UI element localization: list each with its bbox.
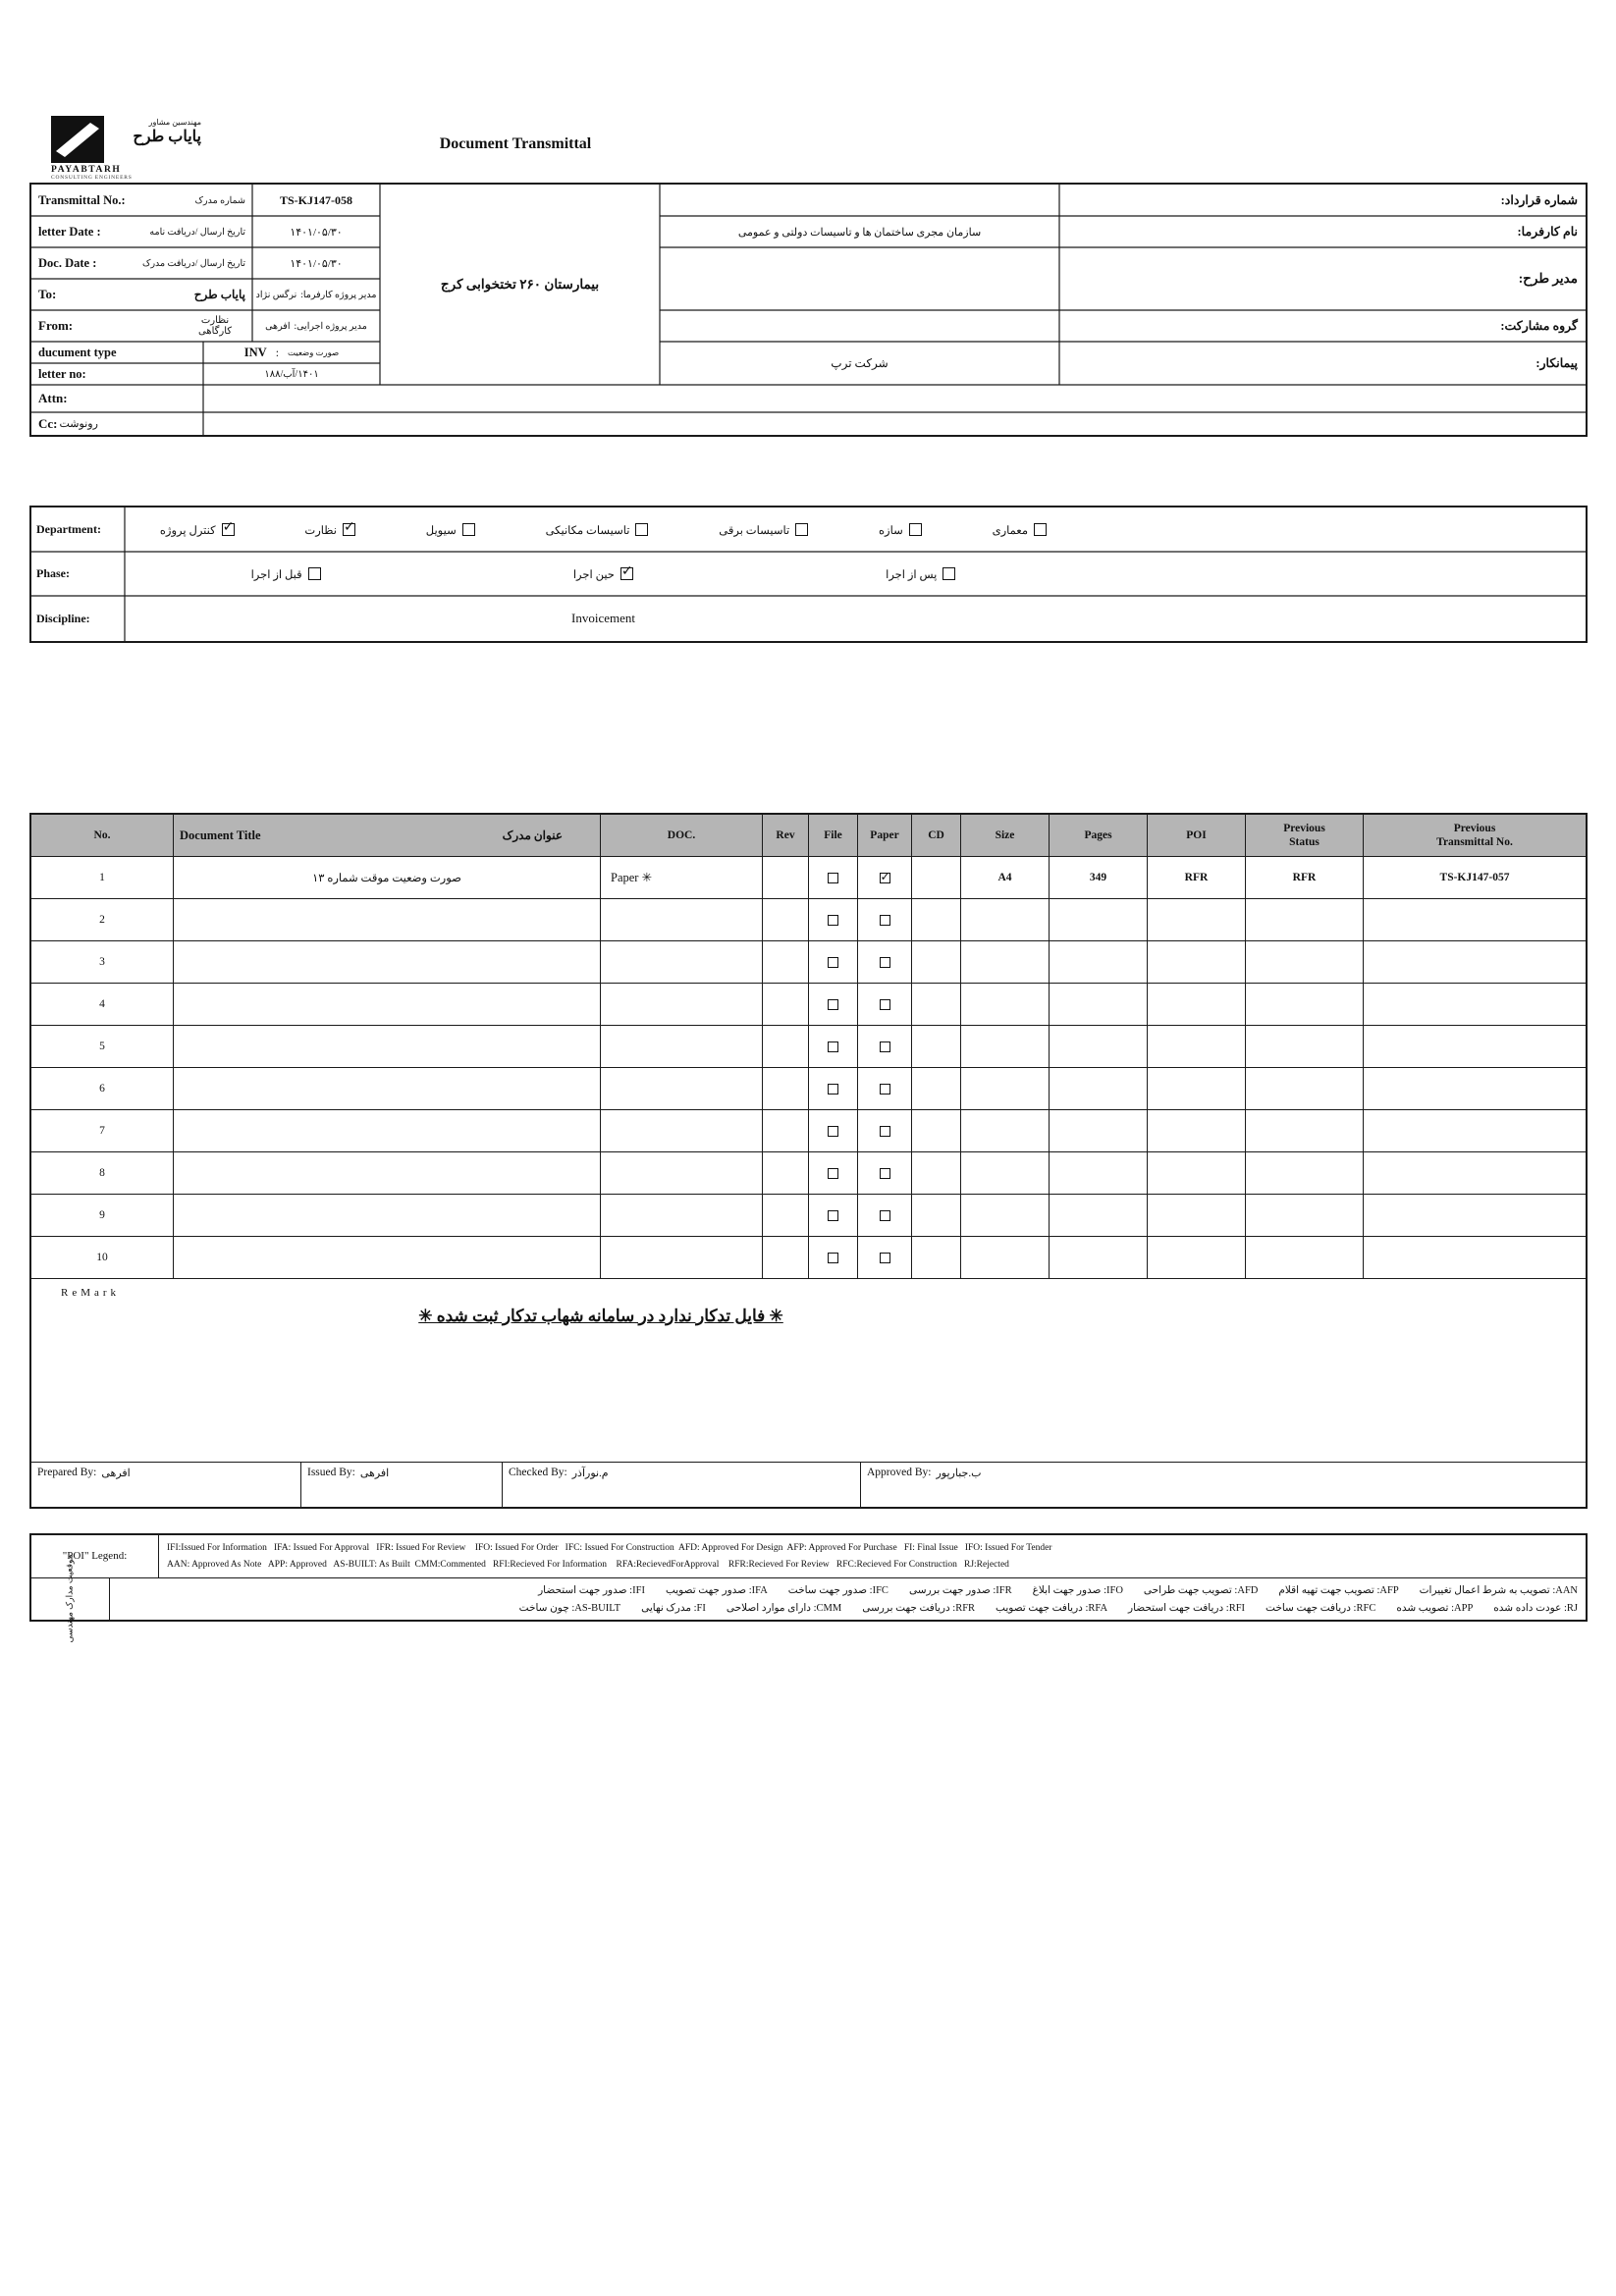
paper-checkbox[interactable] bbox=[880, 1253, 890, 1263]
letter-date-label-en: letter Date : bbox=[38, 224, 101, 239]
row-file-cell bbox=[809, 941, 858, 983]
row-rev bbox=[763, 1152, 809, 1194]
phase-checkbox[interactable] bbox=[308, 567, 321, 580]
col-pages: Pages bbox=[1050, 815, 1148, 856]
row-pages bbox=[1050, 1237, 1148, 1278]
row-prev-status bbox=[1246, 1195, 1364, 1236]
row-no: 10 bbox=[31, 1237, 174, 1278]
col-previous-status-line2: Status bbox=[1289, 836, 1320, 848]
doc-date-label-fa: تاریخ ارسال /دریافت مدرک bbox=[141, 258, 245, 269]
row-title bbox=[174, 1068, 601, 1109]
row-prev-transmittal bbox=[1364, 984, 1586, 1025]
row-pages bbox=[1050, 1026, 1148, 1067]
client-name-label: نام کارفرما: bbox=[1517, 225, 1578, 239]
department-option bbox=[719, 523, 808, 537]
row-size: A4 bbox=[961, 857, 1050, 898]
col-poi: POI bbox=[1148, 815, 1246, 856]
document-type-value-fa: صورت وضعیت bbox=[288, 347, 340, 357]
transmittal-info-table bbox=[29, 183, 1588, 437]
department-option bbox=[546, 523, 649, 537]
from-label: From: bbox=[38, 318, 74, 333]
paper-checkbox[interactable] bbox=[880, 957, 890, 968]
file-checkbox[interactable] bbox=[828, 1126, 838, 1137]
remark-section bbox=[31, 1278, 1586, 1462]
prepared-by-label: Prepared By: bbox=[37, 1467, 97, 1478]
row-rev bbox=[763, 899, 809, 940]
row-prev-status bbox=[1246, 1237, 1364, 1278]
col-previous-transmittal bbox=[1364, 815, 1586, 856]
phase-label: Phase: bbox=[36, 566, 70, 580]
phase-checkbox[interactable] bbox=[620, 563, 633, 580]
row-poi bbox=[1148, 1110, 1246, 1151]
to-row bbox=[31, 279, 252, 310]
letter-date-row bbox=[31, 216, 252, 247]
document-list-table bbox=[29, 813, 1588, 1509]
department-option-label: کنترل پروژه bbox=[159, 524, 216, 537]
row-poi: RFR bbox=[1148, 857, 1246, 898]
approved-by-label: Approved By: bbox=[867, 1467, 932, 1478]
row-file-cell bbox=[809, 1110, 858, 1151]
poi-legend-label: "POI" Legend: bbox=[31, 1535, 159, 1577]
from-row bbox=[31, 310, 252, 342]
col-title bbox=[174, 815, 601, 856]
department-checkbox[interactable] bbox=[222, 519, 235, 536]
contractor-value: شرکت ترپ bbox=[831, 355, 889, 370]
phase-options bbox=[125, 552, 1082, 596]
transmittal-no-value: TS-KJ147-058 bbox=[279, 192, 352, 207]
file-checkbox[interactable] bbox=[828, 1210, 838, 1221]
department-options bbox=[125, 507, 1082, 552]
row-no: 9 bbox=[31, 1195, 174, 1236]
checked-by-value: م.نورآذر bbox=[571, 1468, 609, 1479]
fa-legend-line1: AAN: تصویب به شرط اعمال تغییرات AFP: تصویب جهت تهیه اقلام AFD: تصویب جهت طراحی IFO: صدور جهت ابلاغ IFR: صدور جهت بررسی IFC: صدور جهت ساخت IFA: صدور جهت تصویب IFI: صدور جهت استحضار bbox=[538, 1585, 1578, 1596]
department-option bbox=[879, 523, 922, 537]
row-file-cell bbox=[809, 899, 858, 940]
row-file-cell bbox=[809, 1195, 858, 1236]
client-pm-value: نرگس نژاد bbox=[255, 290, 297, 300]
row-paper-cell bbox=[858, 1195, 912, 1236]
col-paper: Paper bbox=[858, 815, 912, 856]
legend-table bbox=[29, 1533, 1588, 1643]
file-checkbox[interactable] bbox=[828, 999, 838, 1010]
row-size bbox=[961, 899, 1050, 940]
phase-option bbox=[886, 567, 955, 581]
col-previous-status-line1: Previous bbox=[1283, 822, 1325, 834]
phase-option bbox=[251, 567, 321, 581]
department-checkbox[interactable] bbox=[343, 519, 355, 536]
transmittal-no-row bbox=[31, 185, 252, 216]
paper-checkbox[interactable] bbox=[880, 999, 890, 1010]
row-rev bbox=[763, 1237, 809, 1278]
row-prev-transmittal bbox=[1364, 1068, 1586, 1109]
poi-legend-line2: AAN: Approved As Note APP: Approved AS-BUILT: As Built CMM:Commented RFI:Recieved For Information RFA:RecievedForApproval RFR:Recieved For Review RFC:Recieved For Construction RJ:Rejected bbox=[167, 1559, 1009, 1570]
col-file: File bbox=[809, 815, 858, 856]
document-row bbox=[31, 1025, 1586, 1067]
row-rev bbox=[763, 1110, 809, 1151]
row-size bbox=[961, 1110, 1050, 1151]
row-paper-cell bbox=[858, 1068, 912, 1109]
signature-row bbox=[31, 1462, 1586, 1507]
remark-text: ✳ فایل تدکار ندارد در سامانه شهاب تدکار ثبت شده ✳ bbox=[418, 1307, 783, 1325]
discipline-label: Discipline: bbox=[36, 611, 90, 625]
document-type-colon: : bbox=[275, 345, 280, 359]
cc-label-en: Cc: bbox=[38, 415, 58, 431]
doc-date-row bbox=[31, 247, 252, 279]
department-checkbox[interactable] bbox=[909, 523, 922, 536]
department-checkbox[interactable] bbox=[635, 523, 648, 536]
doc-date-value: ۱۴۰۱/۰۵/۳۰ bbox=[290, 257, 343, 270]
row-doc bbox=[601, 1026, 763, 1067]
col-previous-status bbox=[1246, 815, 1364, 856]
table-body bbox=[31, 856, 1586, 1278]
issued-by-label: Issued By: bbox=[307, 1467, 355, 1478]
issued-by-cell bbox=[301, 1463, 503, 1507]
row-file-cell bbox=[809, 984, 858, 1025]
row-file-cell bbox=[809, 1237, 858, 1278]
department-option bbox=[426, 523, 475, 537]
row-doc bbox=[601, 1068, 763, 1109]
department-option-label: نظارت bbox=[304, 524, 337, 537]
row-rev bbox=[763, 984, 809, 1025]
paper-checkbox[interactable] bbox=[880, 1084, 890, 1095]
contractor-label: پیمانکار: bbox=[1535, 356, 1578, 370]
logo-fa-name: پایاب طرح bbox=[133, 129, 201, 145]
attn-value bbox=[203, 385, 1586, 412]
poi-legend-row bbox=[31, 1535, 1586, 1577]
row-size bbox=[961, 1195, 1050, 1236]
department-option bbox=[304, 519, 355, 537]
row-title bbox=[174, 1110, 601, 1151]
row-poi bbox=[1148, 1152, 1246, 1194]
row-no: 2 bbox=[31, 899, 174, 940]
letter-date-value: ۱۴۰۱/۰۵/۳۰ bbox=[290, 226, 343, 239]
row-prev-status bbox=[1246, 1026, 1364, 1067]
file-checkbox[interactable] bbox=[828, 1168, 838, 1179]
row-prev-status: RFR bbox=[1246, 857, 1364, 898]
check-mark-icon: ✓ bbox=[343, 519, 355, 535]
row-paper-cell bbox=[858, 1026, 912, 1067]
document-row bbox=[31, 983, 1586, 1025]
check-mark-icon: ✓ bbox=[222, 519, 235, 535]
department-checkbox[interactable] bbox=[1034, 523, 1047, 536]
paper-checkbox[interactable] bbox=[880, 1126, 890, 1137]
col-title-fa: عنوان مدرک bbox=[502, 828, 563, 842]
row-poi bbox=[1148, 899, 1246, 940]
row-title bbox=[174, 1152, 601, 1194]
approved-by-value: ب.جبارپور bbox=[936, 1468, 982, 1479]
row-pages bbox=[1050, 1195, 1148, 1236]
row-prev-transmittal bbox=[1364, 1237, 1586, 1278]
exec-pm-label: مدیر پروژه اجرایی: bbox=[294, 321, 367, 332]
department-checkbox[interactable] bbox=[795, 523, 808, 536]
fa-legend-text bbox=[110, 1578, 1586, 1621]
department-option-label: سیویل bbox=[425, 524, 457, 537]
col-doc: DOC. bbox=[601, 815, 763, 856]
discipline-value: Invoicement bbox=[571, 611, 635, 625]
row-cd bbox=[912, 1026, 961, 1067]
row-doc bbox=[601, 1237, 763, 1278]
approved-by-cell bbox=[861, 1463, 1586, 1507]
file-checkbox[interactable] bbox=[828, 1084, 838, 1095]
letter-no-label-text: letter no: bbox=[38, 366, 86, 381]
row-no: 5 bbox=[31, 1026, 174, 1067]
row-title bbox=[174, 899, 601, 940]
file-checkbox[interactable] bbox=[828, 1041, 838, 1052]
row-prev-status bbox=[1246, 899, 1364, 940]
col-size: Size bbox=[961, 815, 1050, 856]
document-type-label-text: ducument type bbox=[38, 345, 117, 359]
exec-pm-value: افرهی bbox=[265, 321, 291, 332]
document-row bbox=[31, 940, 1586, 983]
transmittal-no-label-en: Transmittal No.: bbox=[38, 192, 126, 207]
page-title: Document Transmittal bbox=[439, 135, 592, 152]
row-no: 7 bbox=[31, 1110, 174, 1151]
department-option-label: تاسیسات برقی bbox=[719, 524, 790, 537]
client-pm-label: مدیر پروژه کارفرما: bbox=[300, 290, 377, 300]
document-row bbox=[31, 856, 1586, 898]
row-size bbox=[961, 1152, 1050, 1194]
cc-label bbox=[31, 412, 203, 435]
row-paper-cell bbox=[858, 1152, 912, 1194]
row-title: صورت وضعیت موقت شماره ۱۳ bbox=[174, 857, 601, 898]
department-option-label: تاسیسات مکانیکی bbox=[545, 524, 630, 537]
exec-pm-cell bbox=[252, 310, 380, 342]
document-row bbox=[31, 898, 1586, 940]
phase-option bbox=[572, 563, 633, 581]
file-checkbox[interactable] bbox=[828, 915, 838, 926]
doc-date-label-en: Doc. Date : bbox=[38, 255, 97, 270]
client-name-value: سازمان مجری ساختمان ها و تاسیسات دولتی و عمومی bbox=[737, 226, 982, 239]
row-rev bbox=[763, 1195, 809, 1236]
design-manager-value bbox=[660, 247, 1059, 310]
file-checkbox[interactable] bbox=[828, 873, 838, 883]
row-title bbox=[174, 1237, 601, 1278]
row-file-cell bbox=[809, 1152, 858, 1194]
col-title-en: Document Title bbox=[180, 828, 261, 842]
document-type-label bbox=[31, 342, 203, 363]
row-doc bbox=[601, 1152, 763, 1194]
row-prev-transmittal bbox=[1364, 941, 1586, 983]
row-doc bbox=[601, 899, 763, 940]
logo-en-sub: CONSULTING ENGINEERS bbox=[51, 175, 133, 181]
paper-checkbox[interactable] bbox=[880, 1041, 890, 1052]
row-poi bbox=[1148, 941, 1246, 983]
cc-value bbox=[203, 412, 1586, 435]
fa-legend-label: موقعیت مدارک مهندسی bbox=[65, 1554, 76, 1643]
prepared-by-value: افرهی bbox=[101, 1468, 131, 1479]
design-manager-label: مدیر طرح: bbox=[1518, 271, 1578, 286]
row-rev bbox=[763, 1068, 809, 1109]
row-title bbox=[174, 984, 601, 1025]
document-type-value-cell bbox=[203, 342, 380, 363]
row-title bbox=[174, 1195, 601, 1236]
row-size bbox=[961, 984, 1050, 1025]
col-cd: CD bbox=[912, 815, 961, 856]
row-no: 4 bbox=[31, 984, 174, 1025]
row-pages bbox=[1050, 899, 1148, 940]
department-option-label: سازه bbox=[879, 524, 903, 537]
row-poi bbox=[1148, 1195, 1246, 1236]
row-paper-cell bbox=[858, 857, 912, 898]
project-name: بیمارستان ۲۶۰ تختخوابی کرج bbox=[440, 277, 600, 292]
row-prev-status bbox=[1246, 1152, 1364, 1194]
cc-label-fa: رونوشت bbox=[59, 418, 98, 430]
row-pages bbox=[1050, 1110, 1148, 1151]
row-prev-transmittal bbox=[1364, 1110, 1586, 1151]
row-prev-transmittal bbox=[1364, 1195, 1586, 1236]
row-poi bbox=[1148, 1237, 1246, 1278]
letter-date-label-fa: تاریخ ارسال /دریافت نامه bbox=[149, 227, 245, 238]
file-checkbox[interactable] bbox=[828, 957, 838, 968]
check-mark-icon: ✓ bbox=[620, 563, 633, 579]
col-previous-transmittal-line1: Previous bbox=[1453, 822, 1496, 834]
fa-legend-line2: RJ: عودت داده شده APP: تصویب شده RFC: دریافت جهت ساخت RFI: دریافت جهت استحضار RFA: دریافت جهت تصویب RFR: دریافت جهت بررسی CMM: دارای موارد اصلاحی FI: مدرک نهایی AS-BUILT: چون ساخت bbox=[518, 1602, 1578, 1614]
logo-en-block bbox=[51, 165, 179, 181]
row-prev-transmittal bbox=[1364, 1152, 1586, 1194]
col-rev: Rev bbox=[763, 815, 809, 856]
transmittal-no-label-fa: شماره مدرک bbox=[194, 195, 245, 206]
row-file-cell bbox=[809, 857, 858, 898]
document-row bbox=[31, 1236, 1586, 1278]
phase-option-label: پس از اجرا bbox=[886, 568, 938, 581]
row-prev-transmittal bbox=[1364, 899, 1586, 940]
logo-en-name: PAYABTARH bbox=[51, 165, 122, 175]
to-value: پایاب طرح bbox=[193, 287, 245, 301]
row-paper-cell bbox=[858, 941, 912, 983]
row-prev-status bbox=[1246, 984, 1364, 1025]
issued-by-value: افرهی bbox=[359, 1468, 390, 1479]
department-option bbox=[159, 519, 235, 537]
row-cd bbox=[912, 857, 961, 898]
row-title bbox=[174, 1026, 601, 1067]
checked-by-cell bbox=[503, 1463, 861, 1507]
row-cd bbox=[912, 984, 961, 1025]
row-pages bbox=[1050, 1068, 1148, 1109]
row-doc bbox=[601, 984, 763, 1025]
checked-by-label: Checked By: bbox=[509, 1467, 567, 1478]
row-pages bbox=[1050, 1152, 1148, 1194]
paper-checkbox[interactable] bbox=[880, 915, 890, 926]
poi-legend-text bbox=[159, 1535, 1586, 1577]
row-prev-transmittal: TS-KJ147-057 bbox=[1439, 872, 1510, 883]
row-no: 3 bbox=[31, 941, 174, 983]
row-paper-cell bbox=[858, 1110, 912, 1151]
jv-group-label: گروه مشارکت: bbox=[1500, 319, 1578, 333]
row-no: 1 bbox=[31, 857, 174, 898]
row-size bbox=[961, 941, 1050, 983]
letter-no-label bbox=[31, 363, 203, 385]
row-cd bbox=[912, 1110, 961, 1151]
row-cd bbox=[912, 1152, 961, 1194]
row-paper-cell bbox=[858, 984, 912, 1025]
col-no: No. bbox=[31, 815, 174, 856]
row-doc bbox=[601, 1110, 763, 1151]
row-prev-status bbox=[1246, 941, 1364, 983]
poi-legend-line1: IFI:Issued For Information IFA: Issued For Approval IFR: Issued For Review IFO: Issued For Order IFC: Issued For Construction AFD: Approved For Design AFP: Approved For Purchase FI: Final Issue IFO: Issued For Tender bbox=[167, 1542, 1052, 1553]
row-poi bbox=[1148, 984, 1246, 1025]
row-paper-cell bbox=[858, 1237, 912, 1278]
row-rev bbox=[763, 941, 809, 983]
from-value: نظارت کارگاهی bbox=[197, 314, 233, 337]
logo-mark-icon bbox=[51, 116, 104, 163]
row-prev-status bbox=[1246, 1110, 1364, 1151]
department-label: Department: bbox=[36, 522, 101, 536]
row-cd bbox=[912, 899, 961, 940]
department-option-label: معماری bbox=[992, 524, 1028, 537]
client-pm-cell bbox=[252, 279, 380, 310]
col-previous-transmittal-line2: Transmittal No. bbox=[1436, 836, 1513, 848]
row-rev bbox=[763, 857, 809, 898]
row-prev-status bbox=[1246, 1068, 1364, 1109]
attn-label bbox=[31, 385, 203, 412]
document-row bbox=[31, 1194, 1586, 1236]
paper-checkbox[interactable] bbox=[880, 869, 890, 883]
phase-option-label: قبل از اجرا bbox=[250, 568, 302, 581]
row-pages: 349 bbox=[1050, 857, 1148, 898]
row-doc bbox=[601, 941, 763, 983]
row-doc: Paper ✳ bbox=[601, 857, 763, 898]
paper-checkbox[interactable] bbox=[880, 1210, 890, 1221]
letter-no-value: ۱۴۰۱/آب/۱۸۸ bbox=[264, 368, 319, 380]
document-row bbox=[31, 1067, 1586, 1109]
contract-no-value bbox=[660, 185, 1059, 216]
document-type-value: INV bbox=[243, 345, 267, 359]
to-label: To: bbox=[38, 287, 57, 301]
row-size bbox=[961, 1026, 1050, 1067]
row-prev-transmittal bbox=[1364, 1026, 1586, 1067]
jv-group-value bbox=[660, 310, 1059, 342]
logo-fa-tagline: مهندسین مشاور bbox=[148, 118, 201, 127]
company-logo bbox=[51, 114, 208, 185]
document-row bbox=[31, 1151, 1586, 1194]
row-cd bbox=[912, 941, 961, 983]
contract-no-label: شماره قرارداد: bbox=[1500, 193, 1578, 207]
document-row bbox=[31, 1109, 1586, 1151]
row-file-cell bbox=[809, 1068, 858, 1109]
row-title bbox=[174, 941, 601, 983]
file-checkbox[interactable] bbox=[828, 1253, 838, 1263]
row-size bbox=[961, 1068, 1050, 1109]
row-poi bbox=[1148, 1068, 1246, 1109]
row-size bbox=[961, 1237, 1050, 1278]
row-cd bbox=[912, 1237, 961, 1278]
row-paper-cell bbox=[858, 899, 912, 940]
row-no: 6 bbox=[31, 1068, 174, 1109]
row-poi bbox=[1148, 1026, 1246, 1067]
row-rev bbox=[763, 1026, 809, 1067]
attn-label-text: Attn: bbox=[38, 391, 68, 405]
row-file-cell bbox=[809, 1026, 858, 1067]
table-header-row bbox=[31, 815, 1586, 856]
classification-table bbox=[29, 506, 1588, 643]
row-no: 8 bbox=[31, 1152, 174, 1194]
remark-label: ReMark bbox=[61, 1287, 121, 1299]
paper-checkbox[interactable] bbox=[880, 1168, 890, 1179]
department-option bbox=[993, 523, 1047, 537]
row-doc bbox=[601, 1195, 763, 1236]
check-mark-icon: ✓ bbox=[880, 869, 890, 883]
logo-fa-block bbox=[108, 118, 201, 146]
phase-option-label: حین اجرا bbox=[572, 568, 615, 581]
department-checkbox[interactable] bbox=[462, 523, 475, 536]
row-cd bbox=[912, 1068, 961, 1109]
row-cd bbox=[912, 1195, 961, 1236]
row-pages bbox=[1050, 941, 1148, 983]
prepared-by-cell bbox=[31, 1463, 301, 1507]
phase-checkbox[interactable] bbox=[943, 567, 955, 580]
row-pages bbox=[1050, 984, 1148, 1025]
